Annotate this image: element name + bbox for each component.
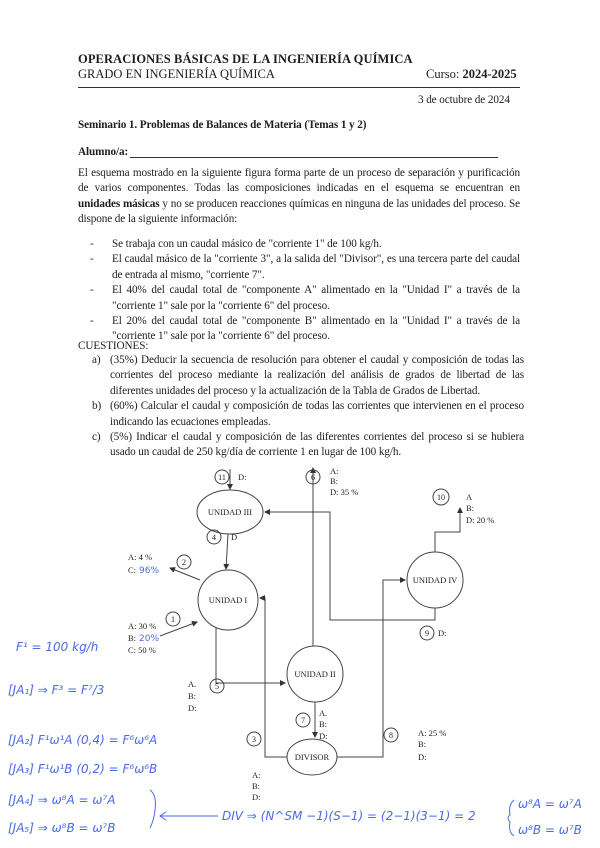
- student-label: Alumno/a:: [78, 146, 129, 158]
- stream-1-b: B:: [128, 633, 137, 643]
- intro-text-end: y no se producen reacciones químicas en ninguna de las unidades del proceso. Se dispone de la siguiente información:: [78, 197, 520, 226]
- stream-2-a: A: 4 %: [128, 552, 153, 562]
- stream-5-b: B:: [188, 691, 197, 701]
- handwritten-ja5: [JA₅] ⇒ ω⁸B = ω⁷B: [8, 821, 116, 835]
- stream-7-a: A.: [319, 708, 328, 718]
- stream-5-a: A.: [188, 679, 197, 689]
- date: 3 de octubre de 2024: [418, 94, 510, 106]
- course-title: OPERACIONES BÁSICAS DE LA INGENIERÍA QUÍMICA: [78, 52, 413, 66]
- bullet-text: Se trabaja con un caudal másico de "corriente 1" de 100 kg/h.: [112, 238, 382, 250]
- stream-4-number: 4: [212, 533, 216, 542]
- stream-3-d: D:: [252, 792, 261, 802]
- stream-7-d: D:: [319, 731, 328, 741]
- handwritten-div-eq-a: ω⁸A = ω⁷A: [518, 797, 582, 811]
- handwritten-feed: F¹ = 100 kg/h: [16, 640, 99, 654]
- stream-9-line: [265, 512, 435, 620]
- stream-10-b: B:: [466, 503, 475, 513]
- question-letter: b): [92, 400, 102, 413]
- stream-1-line: [160, 622, 197, 636]
- bullet-text: El caudal másico de la "corriente 3", a la salida del "Divisor", es una tercera parte del caudal de entrada al mismo, "corriente 7".: [112, 253, 520, 281]
- unit-i-label: UNIDAD I: [208, 595, 248, 605]
- question-text: (60%) Calcular el caudal y composición de todas las corrientes que intervienen en el proceso indicando las ecuaciones empleadas.: [110, 400, 524, 428]
- stream-7-b: B:: [319, 719, 328, 729]
- intro-bold: unidades másicas: [78, 197, 160, 210]
- stream-8-b: B:: [418, 739, 427, 749]
- list-item: - El caudal másico de la "corriente 3", a la salida del "Divisor", es una tercera parte del caudal de entrada al mismo, "corriente 7".: [78, 252, 520, 283]
- list-item: - El 40% del caudal total de "componente A" alimentado en la "Unidad I" a través de la "corriente 1" sale por la "corriente 6" del proceso.: [78, 283, 520, 314]
- question-letter: c): [92, 431, 101, 444]
- divisor-label: DIVISOR: [294, 752, 330, 762]
- question-text: (35%) Deducir la secuencia de resolución para obtener el caudal y composición de todas las corrientes del proceso mediante la realización del análisis de grados de libertad de las diferentes unidades del proceso y la actualización de la Tabla de Grados de Libertad.: [110, 354, 524, 397]
- stream-4-line: [226, 534, 228, 569]
- course-label: Curso:: [426, 67, 460, 81]
- handwritten-divisor-dof: DIV ⇒ (N^SM −1)(S−1) = (2−1)(3−1) = 2: [222, 809, 476, 823]
- stream-6-b: B:: [330, 476, 339, 486]
- stream-6-a: A:: [330, 466, 339, 476]
- stream-10-d: D: 20 %: [466, 515, 495, 525]
- stream-8-a: A: 25 %: [418, 728, 447, 738]
- handwritten-brace-left: [508, 800, 514, 836]
- handwritten-brace: [150, 790, 155, 828]
- stream-9-d: D:: [438, 628, 447, 638]
- handwritten-ja1: [JA₁] ⇒ F³ = F⁷/3: [8, 683, 105, 697]
- stream-1-b-handwritten: 20%: [139, 634, 160, 644]
- stream-3-b: B:: [252, 781, 261, 791]
- stream-1-a: A: 30 %: [128, 621, 157, 631]
- course-value: 2024-2025: [462, 67, 517, 81]
- stream-8-number: 8: [389, 731, 393, 740]
- stream-3-a: A:: [252, 770, 261, 780]
- stream-1-number: 1: [171, 615, 175, 624]
- stream-5-line: [216, 627, 285, 683]
- stream-8-d: D:: [418, 752, 427, 762]
- stream-11-number: 11: [218, 473, 226, 482]
- intro-text: El esquema mostrado en la siguiente figura forma parte de un proceso de separación y purificación de varios componentes. Todas las composiciones indicadas en el esquema se encuentran en: [78, 167, 520, 195]
- handwritten-div-eq-b: ω⁸B = ω⁷B: [518, 823, 582, 837]
- handwritten-ja4: [JA₄] ⇒ ω⁸A = ω⁷A: [8, 793, 116, 807]
- question-letter: a): [92, 354, 101, 366]
- stream-10-a: A: [466, 492, 473, 502]
- stream-5-d: D:: [188, 703, 197, 713]
- stream-3-line: [260, 598, 287, 757]
- stream-2-c-handwritten: 96%: [139, 566, 160, 576]
- degree-name: GRADO EN INGENIERÍA QUÍMICA: [78, 67, 275, 81]
- stream-2-c: C:: [128, 565, 137, 575]
- stream-1-c: C: 50 %: [128, 645, 156, 655]
- stream-3-number: 3: [252, 735, 256, 744]
- stream-6-d: D: 35 %: [330, 487, 359, 497]
- stream-11-d: D:: [238, 472, 247, 482]
- questions-heading: CUESTIONES:: [78, 340, 149, 352]
- unit-iii-label: UNIDAD III: [207, 507, 253, 517]
- seminar-title: Seminario 1. Problemas de Balances de Materia (Temas 1 y 2): [78, 119, 367, 131]
- list-item: - Se trabaja con un caudal másico de "corriente 1" de 100 kg/h.: [78, 237, 520, 252]
- stream-5-number: 5: [215, 682, 219, 691]
- bullet-text: El 40% del caudal total de "componente A" alimentado en la "Unidad I" a través de la "corriente 1" sale por la "corriente 6" del proceso.: [112, 284, 520, 312]
- stream-10-line: [435, 508, 460, 552]
- stream-6-number: 6: [311, 473, 315, 482]
- stream-7-number: 7: [301, 716, 305, 725]
- stream-2-number: 2: [182, 558, 186, 567]
- handwritten-ja2: [JA₂] F¹ω¹A (0,4) = F⁶ω⁶A: [8, 733, 158, 747]
- stream-2-line: [170, 568, 200, 580]
- stream-4-d: D: [231, 532, 238, 542]
- handwritten-ja3: [JA₃] F¹ω¹B (0,2) = F⁶ω⁶B: [8, 762, 158, 776]
- stream-10-number: 10: [437, 493, 445, 502]
- bullet-text: El 20% del caudal total de "componente B" alimentado en la "Unidad I" a través de la "corriente 1" sale por la "corriente 6" del proceso.: [112, 315, 520, 343]
- stream-9-number: 9: [425, 629, 429, 638]
- unit-ii-label: UNIDAD II: [294, 669, 336, 679]
- question-text: (5%) Indicar el caudal y composición de las diferentes corrientes del proceso si se hubiera usado un caudal de 250 kg/día de corriente 1 en lugar de 100 kg/h.: [110, 431, 524, 459]
- list-item: - El 20% del caudal total de "componente B" alimentado en la "Unidad I" a través de la "corriente 1" sale por la "corriente 6" del proceso.: [78, 314, 520, 345]
- unit-iv-label: UNIDAD IV: [412, 575, 458, 585]
- stream-8-line: [337, 580, 405, 757]
